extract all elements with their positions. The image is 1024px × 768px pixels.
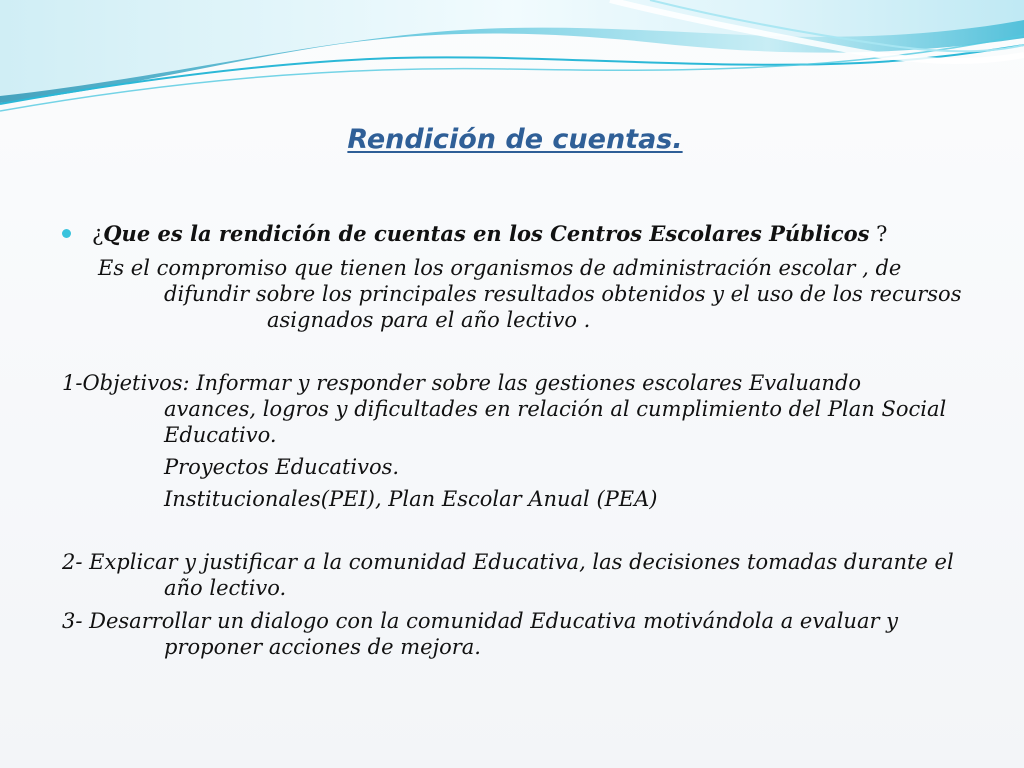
objectives-line-2: avances, logros y dificultades en relación al cumplimiento del Plan Social	[164, 397, 947, 421]
question-prefix: ¿	[92, 222, 104, 246]
slide-title: Rendición de cuentas.	[347, 124, 683, 155]
dialogue-line-2: proponer acciones de mejora.	[164, 635, 481, 659]
objectives-line-4: Proyectos Educativos.	[164, 455, 400, 479]
objectives-line-1: 1-Objetivos: Informar y responder sobre las gestiones escolares Evaluando	[62, 371, 862, 395]
objectives-line-5: Institucionales(PEI), Plan Escolar Anual (PEA)	[164, 487, 658, 511]
question-suffix: ?	[869, 222, 888, 246]
objectives-line-3: Educativo.	[164, 423, 277, 447]
explain-line-1: 2- Explicar y justificar a la comunidad Educativa, las decisiones tomadas durante el	[62, 550, 954, 574]
question-line	[92, 221, 887, 247]
answer-line-2: difundir sobre los principales resultados obtenidos y el uso de los recursos	[164, 282, 962, 306]
bullet-dot-icon	[62, 229, 71, 238]
explain-line-2: año lectivo.	[164, 576, 287, 600]
answer-line-3: asignados para el año lectivo .	[267, 308, 591, 332]
question-text: Que es la rendición de cuentas en los Centros Escolares Públicos	[103, 221, 870, 246]
answer-line-1: Es el compromiso que tienen los organismos de administración escolar , de	[98, 256, 902, 280]
dialogue-line-1: 3- Desarrollar un dialogo con la comunidad Educativa motivándola a evaluar y	[62, 609, 899, 633]
